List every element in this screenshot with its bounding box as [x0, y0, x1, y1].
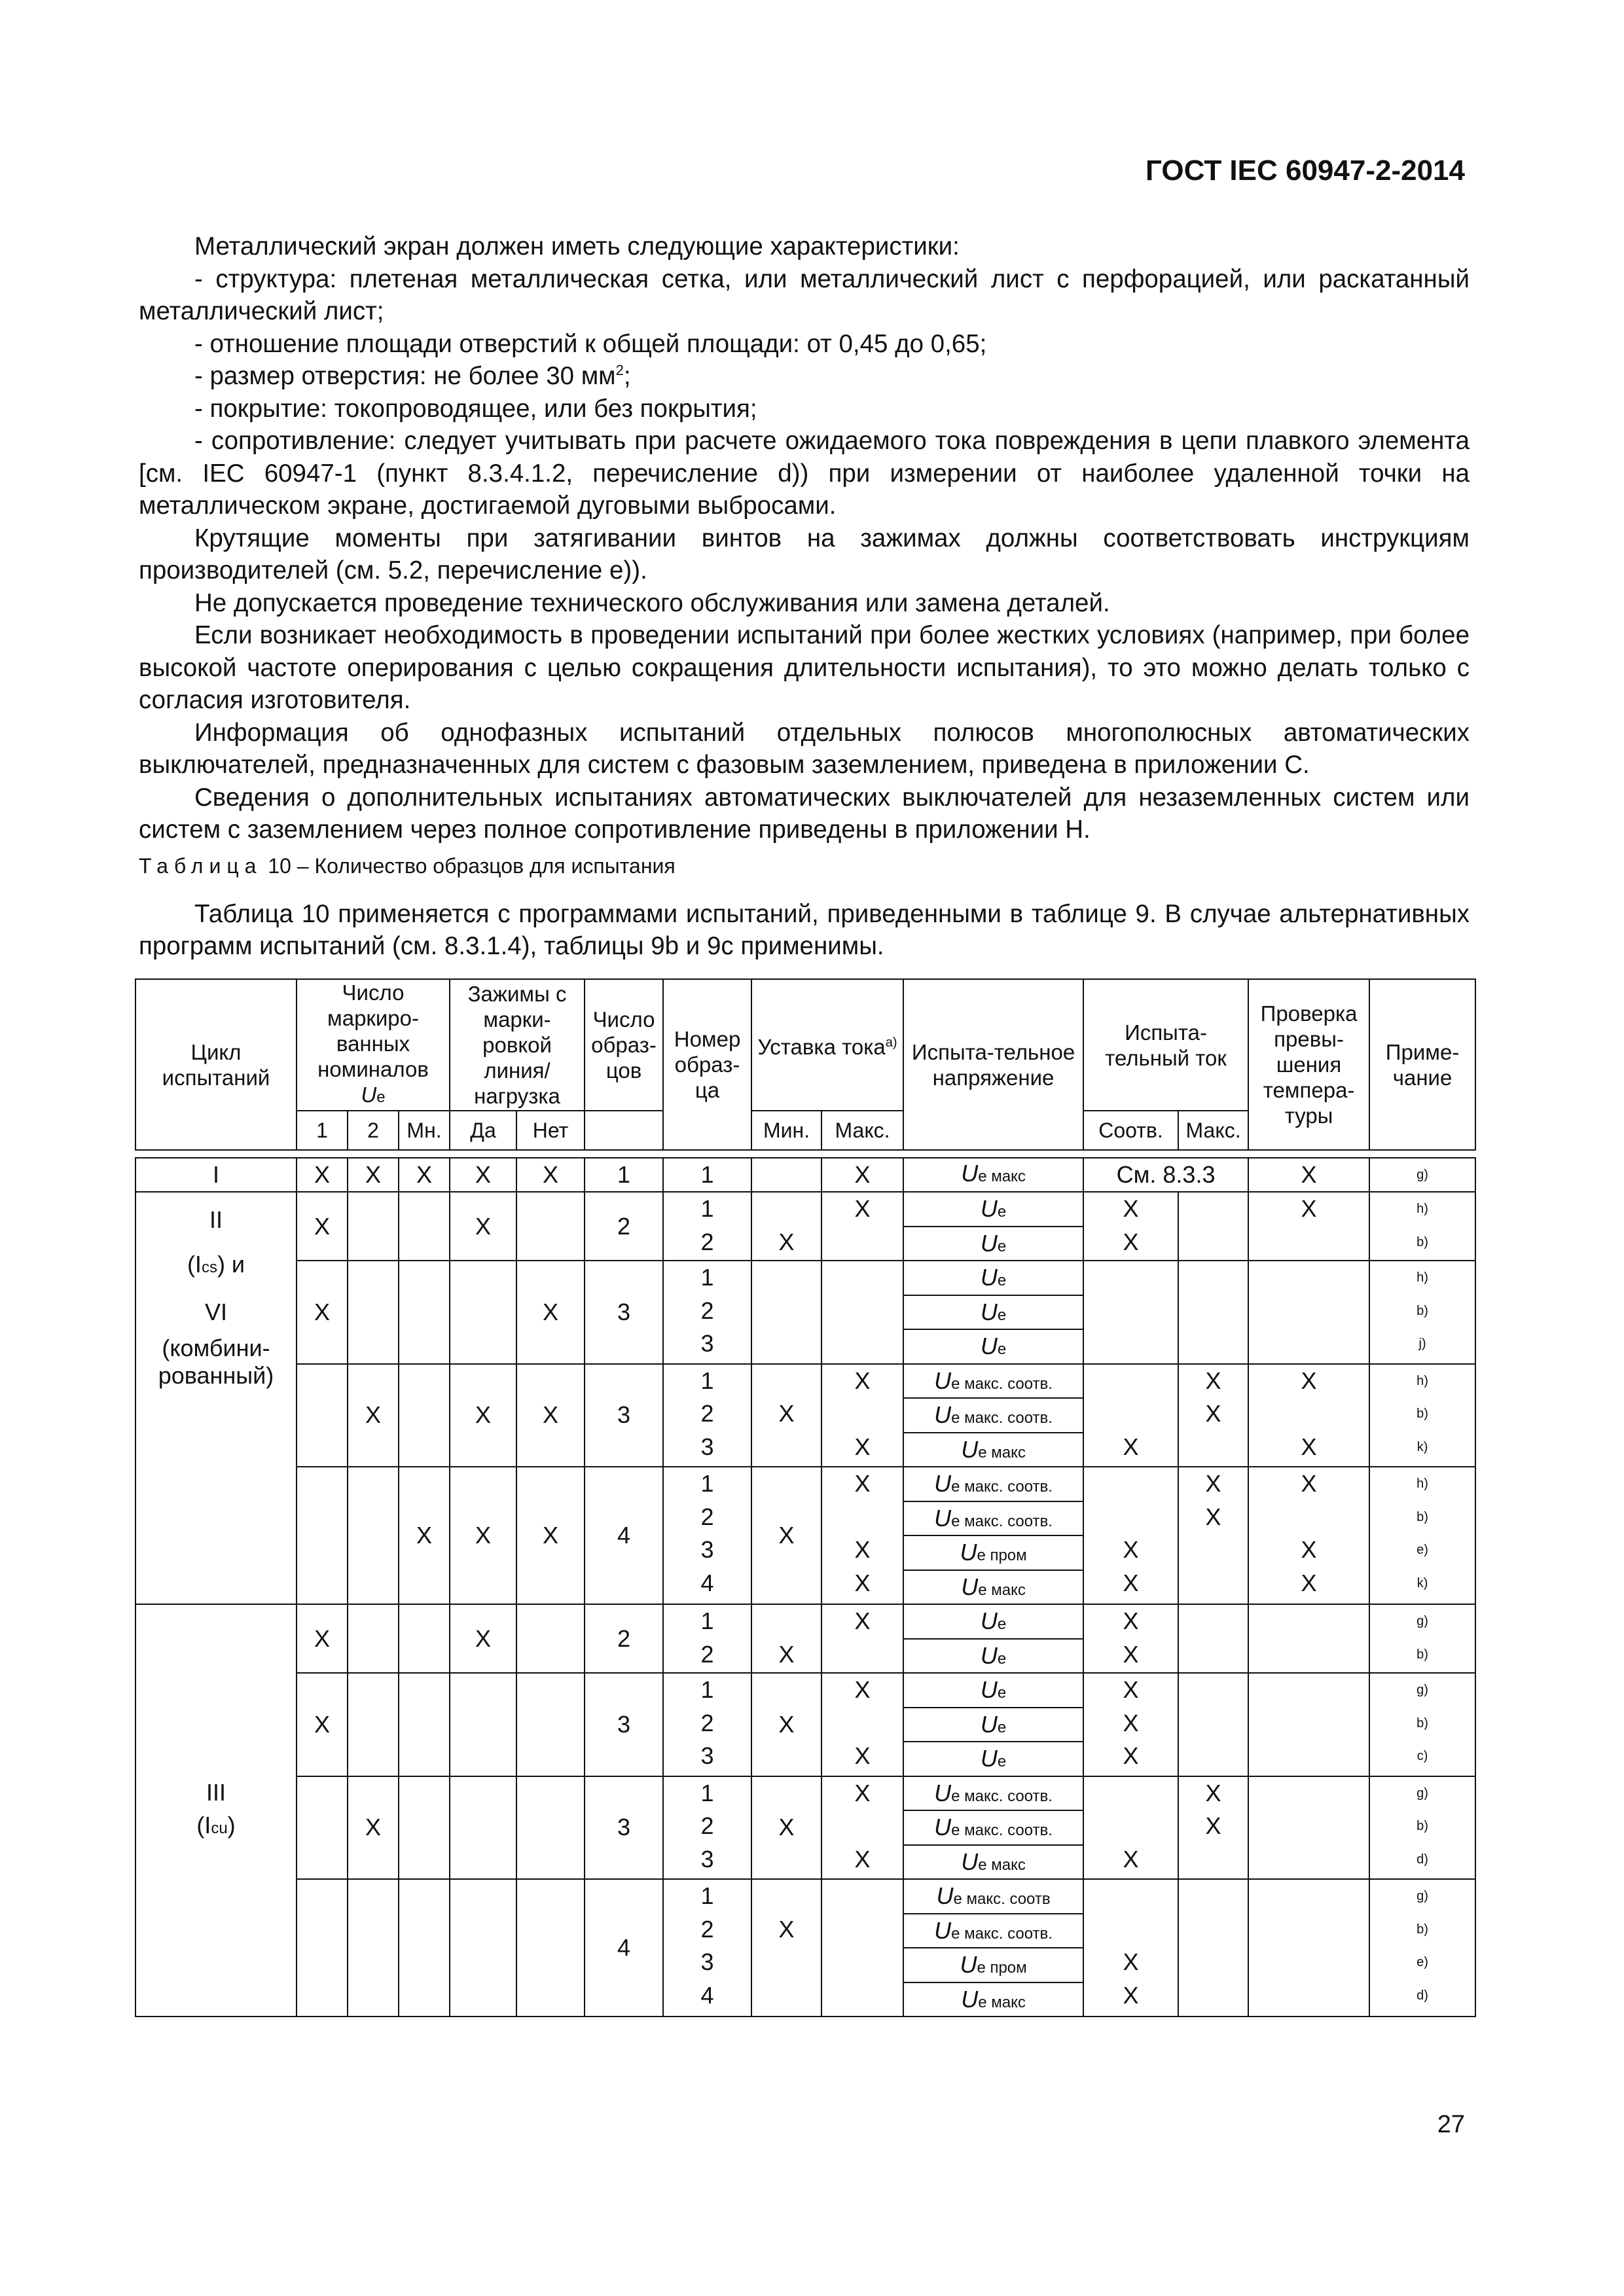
- cycle-cell: III (Icu): [135, 1604, 297, 2017]
- table-row: [135, 1879, 1475, 2017]
- cell: X: [516, 1467, 585, 1604]
- subheader-empty: [585, 1111, 663, 1150]
- cell: [1248, 1604, 1369, 1673]
- header-terminals: Зажимы с марки-ровкой линия/ нагрузка: [450, 979, 585, 1111]
- cell: X: [399, 1467, 450, 1604]
- cell: X X: [1083, 1604, 1178, 1673]
- cell: 1 2: [663, 1604, 751, 1673]
- cell: [297, 1467, 348, 1604]
- cell: h) b) j): [1369, 1261, 1475, 1364]
- cell: X: [751, 1776, 821, 1880]
- cell: [1248, 1261, 1369, 1364]
- header-temp: Проверка превы-шения темпера-туры: [1248, 979, 1369, 1150]
- cell: [348, 1604, 399, 1673]
- cell: [516, 1879, 585, 2017]
- table-gap: [135, 1150, 1475, 1158]
- cell: X X: [1178, 1467, 1248, 1604]
- cell: X: [297, 1261, 348, 1364]
- header-count: Число образ-цов: [585, 979, 663, 1111]
- paragraph: Металлический экран должен иметь следующие характеристики:: [194, 232, 960, 260]
- cell: g): [1369, 1158, 1475, 1192]
- cell: Ue макс: [903, 1158, 1083, 1192]
- subheader-no: Нет: [516, 1111, 585, 1150]
- cell: [399, 1776, 450, 1880]
- cell: [297, 1364, 348, 1467]
- cell: X: [297, 1604, 348, 1673]
- cell: 1: [663, 1158, 751, 1192]
- cell: g) b) d): [1369, 1776, 1475, 1880]
- cell: X X X: [1248, 1467, 1369, 1604]
- paragraph: Сведения о дополнительных испытаниях автоматических выключателей для незаземленных систем или систем с заземлением через полное сопротивление приведены в приложении H.: [139, 783, 1470, 844]
- cell: [1248, 1673, 1369, 1776]
- cycle-cell: I: [135, 1158, 297, 1192]
- table-row: [135, 1604, 1475, 1673]
- cell: 1 2 3: [663, 1261, 751, 1364]
- cell: 4: [585, 1467, 663, 1604]
- subheader-2: 2: [348, 1111, 399, 1150]
- header-voltage: Испыта-тельное напряжение: [903, 979, 1083, 1150]
- cell: 3: [585, 1776, 663, 1880]
- cell: [399, 1879, 450, 2017]
- cell: X: [516, 1158, 585, 1192]
- cell: [348, 1467, 399, 1604]
- page-number: 27: [1437, 2111, 1465, 2138]
- cell: X X: [1083, 1879, 1178, 2017]
- cell: [516, 1776, 585, 1880]
- cell: [751, 1261, 821, 1364]
- cell: X X X: [1083, 1673, 1178, 1776]
- cell: X: [751, 1192, 821, 1261]
- cell: X: [751, 1467, 821, 1604]
- cell: X: [450, 1192, 516, 1261]
- cell: X: [450, 1158, 516, 1192]
- cell: 4: [585, 1879, 663, 2017]
- paragraph: Если возникает необходимость в проведении испытаний при более жестких условиях (например, при более высокой частоте оперирования с целью сокращения длительности испытания), то это можно делать только с согласия изготовителя.: [139, 621, 1470, 714]
- cell: h) b) e) k): [1369, 1467, 1475, 1604]
- document-code: ГОСТ IEC 60947-2-2014: [1146, 154, 1465, 187]
- cell: 2: [585, 1192, 663, 1261]
- cell: [450, 1776, 516, 1880]
- cell: g) b) e) d): [1369, 1879, 1475, 2017]
- cell: X X: [1083, 1467, 1178, 1604]
- cell: 1 2 3 4: [663, 1879, 751, 2017]
- paragraph: - сопротивление: следует учитывать при расчете ожидаемого тока повреждения в цепи плавкого элемента [см. IEC 60947-1 (пункт 8.3.4.1.2, перечисление d)) при измерении от наиболее удаленной точки на металлическом экране, достигаемой дуговыми выбросами.: [139, 427, 1470, 520]
- cell: [516, 1673, 585, 1776]
- cell: [821, 1261, 903, 1364]
- cell: [399, 1364, 450, 1467]
- subheader-max: Макс.: [821, 1111, 903, 1150]
- cell: 3: [585, 1261, 663, 1364]
- header-sample: Номер образ-ца: [663, 979, 751, 1150]
- cell: [1178, 1192, 1248, 1261]
- cell: 1 2 3: [663, 1776, 751, 1880]
- cell: X: [516, 1261, 585, 1364]
- table-header-row: [135, 979, 1475, 1111]
- cell: 1 2 3 4: [663, 1467, 751, 1604]
- cell: X: [450, 1604, 516, 1673]
- cell: Ue Ue: [903, 1604, 1083, 1673]
- table-row: [135, 1776, 1475, 1880]
- samples-table: [135, 978, 1476, 2017]
- cell: X X X: [821, 1467, 903, 1604]
- paragraph: - отношение площади отверстий к общей площади: от 0,45 до 0,65;: [194, 329, 987, 358]
- cell: X: [297, 1673, 348, 1776]
- cell: Ue Ue: [903, 1192, 1083, 1261]
- cell: [1178, 1261, 1248, 1364]
- cell: X: [348, 1776, 399, 1880]
- cell: X: [399, 1158, 450, 1192]
- body-text: [139, 230, 1470, 846]
- cell: 1 2: [663, 1192, 751, 1261]
- paragraph: Не допускается проведение технического обслуживания или замена деталей.: [194, 588, 1110, 617]
- cell: h) b): [1369, 1192, 1475, 1261]
- cell: X X: [1248, 1364, 1369, 1467]
- cell: X: [297, 1192, 348, 1261]
- table-row: [135, 1261, 1475, 1364]
- cell: [516, 1192, 585, 1261]
- cell: [399, 1604, 450, 1673]
- subheader-corr: Соотв.: [1083, 1111, 1178, 1150]
- cell: [348, 1261, 399, 1364]
- table-row: [135, 1364, 1475, 1467]
- cell: [1178, 1673, 1248, 1776]
- cell: [1248, 1776, 1369, 1880]
- cell: 2: [585, 1604, 663, 1673]
- cell: Ue макс. соотв. Ue макс. соотв. Ue макс: [903, 1364, 1083, 1467]
- table-row: [135, 1467, 1475, 1604]
- paragraph: - покрытие: токопроводящее, или без покрытия;: [194, 394, 757, 423]
- cell: X: [751, 1673, 821, 1776]
- cell: X: [1248, 1192, 1369, 1261]
- cell: X: [348, 1364, 399, 1467]
- subheader-1: 1: [297, 1111, 348, 1150]
- subheader-min: Мин.: [751, 1111, 821, 1150]
- cell: [450, 1879, 516, 2017]
- paragraph: Крутящие моменты при затягивании винтов на зажимах должны соответствовать инструкциям производителей (см. 5.2, перечисление e)).: [139, 524, 1470, 584]
- cell: g) b): [1369, 1604, 1475, 1673]
- subheader-cmax: Макс.: [1178, 1111, 1248, 1150]
- cell: [348, 1879, 399, 2017]
- header-cycle: Цикл испытаний: [135, 979, 297, 1150]
- cell: 3: [585, 1673, 663, 1776]
- cell: 3: [585, 1364, 663, 1467]
- cell: g) b) c): [1369, 1673, 1475, 1776]
- cell: X: [821, 1604, 903, 1673]
- cell: См. 8.3.3: [1083, 1158, 1248, 1192]
- cycle-cell: II (Ics) и VI (комбини-рованный): [135, 1192, 297, 1604]
- header-marked: Число маркиро-ванных номиналов Ue: [297, 979, 450, 1111]
- cell: X X: [1178, 1776, 1248, 1880]
- cell: [399, 1673, 450, 1776]
- table-row: [135, 1192, 1475, 1261]
- cell: X: [516, 1364, 585, 1467]
- cell: X X: [821, 1776, 903, 1880]
- cell: X: [1248, 1158, 1369, 1192]
- cell: [348, 1673, 399, 1776]
- table-caption: Таблица 10 – Количество образцов для испытания: [139, 854, 676, 878]
- table-row: [135, 1673, 1475, 1776]
- cell: X: [297, 1158, 348, 1192]
- subheader-many: Мн.: [399, 1111, 450, 1150]
- header-setting: Уставка тока$^{a)}$: [751, 979, 903, 1111]
- cell: [399, 1261, 450, 1364]
- cell: [450, 1261, 516, 1364]
- header-current: Испыта-тельный ток: [1083, 979, 1248, 1111]
- cell: X: [821, 1158, 903, 1192]
- cell: [1083, 1261, 1178, 1364]
- cell: Ue макс. соотв Ue макс. соотв. Ue пром Ue макс: [903, 1879, 1083, 2017]
- cell: X: [1083, 1776, 1178, 1880]
- cell: X X: [1178, 1364, 1248, 1467]
- cell: X: [450, 1467, 516, 1604]
- paragraph: Информация об однофазных испытаний отдельных полюсов многополюсных автоматических выключателей, предназначенных для систем с фазовым заземлением, приведена в приложении C.: [139, 718, 1470, 779]
- cell: [821, 1879, 903, 2017]
- cell: X: [751, 1364, 821, 1467]
- cell: [1248, 1879, 1369, 2017]
- cell: X: [450, 1364, 516, 1467]
- cell: [399, 1192, 450, 1261]
- cell: [297, 1879, 348, 2017]
- cell: X: [348, 1158, 399, 1192]
- cell: [348, 1192, 399, 1261]
- cell: X X: [1083, 1192, 1178, 1261]
- cell: X X: [821, 1364, 903, 1467]
- cell: h) b) k): [1369, 1364, 1475, 1467]
- cell: Ue макс. соотв. Ue макс. соотв. Ue пром Ue макс: [903, 1467, 1083, 1604]
- cell: X: [751, 1604, 821, 1673]
- cell: [450, 1673, 516, 1776]
- cell: [516, 1604, 585, 1673]
- cell: 1: [585, 1158, 663, 1192]
- cell: [297, 1776, 348, 1880]
- cell: [751, 1158, 821, 1192]
- cell: X: [821, 1192, 903, 1261]
- cell: [1178, 1879, 1248, 2017]
- header-note: Приме-чание: [1369, 979, 1475, 1150]
- cell: Ue макс. соотв. Ue макс. соотв. Ue макс: [903, 1776, 1083, 1880]
- cell: X: [751, 1879, 821, 2017]
- cell: X: [1083, 1364, 1178, 1467]
- cell: Ue Ue Ue: [903, 1261, 1083, 1364]
- subheader-yes: Да: [450, 1111, 516, 1150]
- cell: X X: [821, 1673, 903, 1776]
- table-row: [135, 1158, 1475, 1192]
- cell: [1178, 1604, 1248, 1673]
- cell: 1 2 3: [663, 1673, 751, 1776]
- paragraph: - структура: плетеная металлическая сетка, или металлический лист с перфорацией, или раскатанный металлический лист;: [139, 264, 1470, 325]
- cell: Ue Ue Ue: [903, 1673, 1083, 1776]
- cell: 1 2 3: [663, 1364, 751, 1467]
- paragraph: - размер отверстия: не более 30 $мм^2$;: [194, 362, 631, 390]
- table-intro: Таблица 10 применяется с программами испытаний, приведенными в таблице 9. В случае альтернативных программ испытаний (см. 8.3.1.4), таблицы 9b и 9c применимы.: [139, 900, 1470, 960]
